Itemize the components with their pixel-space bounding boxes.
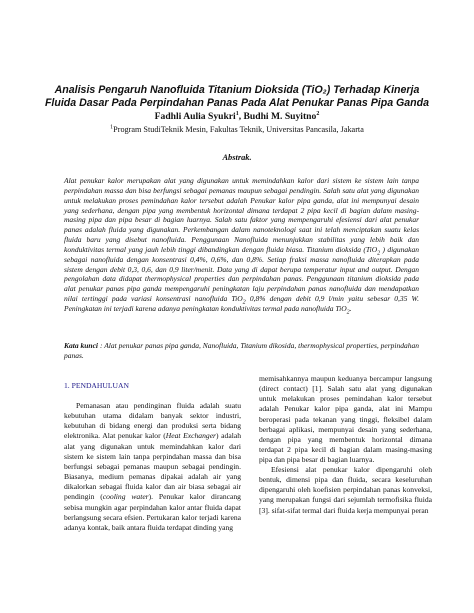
keywords-label: Kata kunci	[64, 341, 99, 350]
author-list	[40, 111, 434, 123]
author-affiliation-marker: 1	[235, 110, 239, 117]
subscript: 2	[242, 299, 246, 306]
affiliation	[40, 125, 434, 135]
affiliation-text: Program StudiTeknik Mesin, Fakultas Teknik, Universitas Pancasila, Jakarta	[113, 125, 364, 134]
paper-title: Analisis Pengaruh Nanofluida Titanium Dioksida (TiO₂) Terhadap Kinerja Fluida Dasar Pada Perpindahan Panas Pada Alat Penukar Panas Pipa Ganda	[44, 84, 430, 109]
keywords	[64, 341, 419, 361]
abstract-text: ) digunakan sebagai nanofluida dengan konsentrasi 0,4%, 0,6%, dan 0,8%. Setiap fraksi massa nanofluida diterapkan pada sistem dengan debit 0,3, 0,6, dan 0,9 liter/menit. Data yang di dapat berupa temperatur input and output. Dengan pengolahan data didapat thermophysical properties dan perpindahan panas. Penggunaan titanium dioksida pada alat penukar panas pipa ganda mempengaruhi peningkatan laju perpindahan panas nanofluida dan mendapatkan nilai tertinggi pada variasi konsentrasi nanofluida TiO	[64, 244, 419, 304]
body-italic-text: Heat Exchanger	[165, 431, 217, 441]
abstract-text: .	[349, 303, 352, 313]
author-separator: ,	[238, 111, 244, 122]
abstract-text: Alat penukar kalor merupakan alat yang digunakan untuk memindahkan kalor dari sistem ke sistem lain tanpa perpindahan massa dan bisa berfungsi sebagai pemanas maupun sebagai pendingin. Salah satu alat yang digunakan untuk melakukan proses pemindahan kalor tersebut adalah Penukar kalor pipa ganda, alat ini mempunyai desain yang sederhana, dengan pipa yang membentuk horizontal dimana terdapat 2 pipa kecil di bagian dalam masing-masing pipa dan pipa besar di bagian luarnya. Salah satu faktor yang mempengaruhi efesiensi dari alat penukar panas adalah fluida yang digunakan. Perkembangan dalam nanoteknologi saat ini telah menciptakan suatu kelas fluida baru yang disebut nanofluida. Penggunaan Nanofluida menunjukkan stabilitas yang lebih baik dan konduktivitas termal yang jauh lebih tinggi dibandingkan dengan fluida biasa. Titanium dioksida (TiO	[64, 176, 419, 254]
body-paragraph: Efesiensi alat penukar kalor dipengaruhi oleh bentuk, dimensi pipa dan fluida, secara keseluruhan dipengaruhi oleh koefisien perpindahan panas konveksi, yang merupakan fungsi dari sejumlah termofisika fluida [3]. sifat-sifat termal dari fluida kerja mempunyai peran	[259, 465, 432, 515]
abstract-heading: Abstrak.	[222, 153, 252, 162]
body-text: ). Penukar kalor dirancang sebisa mungkin agar perpindahan kalor antar fluida dapat berlangsung secara efsien. Pertukaran kalor terjadi karena adanya kontak, baik antara fluida terdapat dinding yang	[64, 492, 241, 532]
author-name: Fadhli Aulia Syukri	[154, 111, 236, 122]
section-heading: 1. PENDAHULUAN	[64, 381, 129, 390]
author-name: Budhi M. Suyitno	[243, 111, 317, 122]
body-paragraph: memisahkannya maupun keduanya bercampur langsung (direct contact) [1]. Salah satu alat yang digunakan untuk melakukan proses pemindahan kalor tersebut adalah Penukar kalor pipa ganda, alat ini Mampu beroperasi pada tekanan yang tinggi, fleksibel dalam berbagai aplikasi, mempunyai desain yang sederhana, dengan pipa yang membentuk horizontal dimana terdapat 2 pipa kecil di bagian dalam masing-masing pipa dan pipa besar di bagian luarnya.	[259, 374, 432, 465]
keywords-text: : Alat penukar panas pipa ganda, Nanofluida, Titanium dikosida, thermophysical properties, perpindahan panas.	[64, 341, 419, 360]
body-italic-text: cooling water	[102, 492, 149, 502]
body-paragraph	[64, 401, 241, 533]
subscript: 2	[377, 250, 381, 257]
abstract-body	[64, 176, 419, 314]
subscript: 2	[346, 309, 350, 316]
body-text: Pemanasan atau pendinginan fluida adalah suatu kebutuhan utama didalam banyak sektor industri, kebutuhan di bidang energi dan produksi serta bidang elektronika. Alat penukar kalor (	[64, 401, 241, 441]
abstract-text: 0,8% dengan debit 0,9 l/min yaitu sebesar 0,35 W. Peningkatan ini terjadi karena adanya peningkatan konduktivitas termal pada nanofluida TiO	[64, 294, 419, 313]
author-affiliation-marker: 2	[316, 110, 320, 117]
affiliation-marker: 1	[110, 124, 114, 131]
body-text: ) adalah alat yang digunakan untuk memindahkan kalor dari sistem ke sistem lain tanpa perpindahan massa dan bisa berfungsi sebagai pemanas maupun sebagai pendingin. Biasanya, medium pemanas dipakai adalah air yang dikalorkan sebagai fluida kalor dan air biasa sebagai air pendingin (	[64, 431, 241, 502]
